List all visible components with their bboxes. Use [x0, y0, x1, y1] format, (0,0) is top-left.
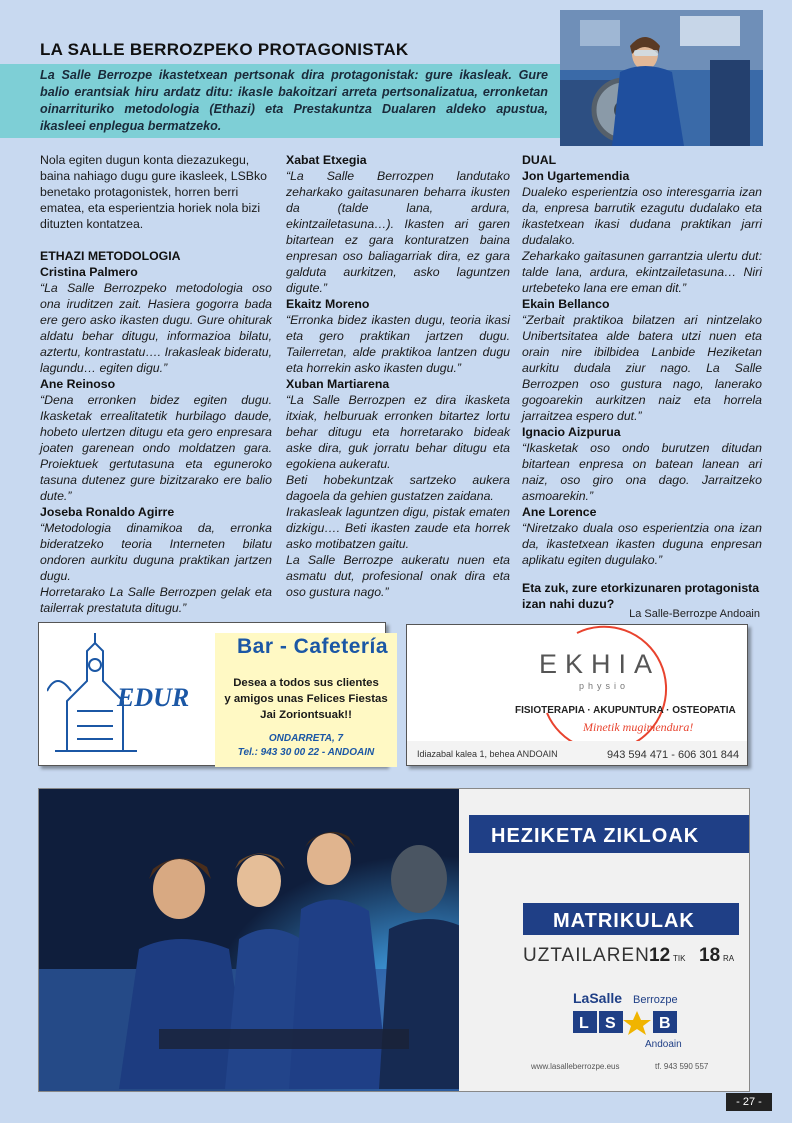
student-name: Ignacio Aizpurua [522, 425, 621, 439]
student-name: Jon Ugartemendia [522, 169, 630, 183]
date-start-suffix: TIK [673, 954, 686, 963]
student-quote: “Dena erronken bidez egiten dugu. Ikasketak errealitatetik hurbilago daude, hobeto ulertzen ditugu eta gero enpresara joaten garenean ondo moldatzen gara. Proiektuek gertutasuna eta eguneroko tasuna dutenez gure bizitzarako ere balio dute.” [40, 393, 272, 503]
section-heading: DUAL [522, 153, 557, 167]
logo-letter-s: S [605, 1015, 616, 1032]
student-quote: “La Salle Berrozpen ez dira ikasketa itxiak, helburuak erronken bitartez lortu behar ditugu eta horretarako bideak aske dira, guk jorratu behar ditugu eta egokiena aukeratu. [286, 393, 510, 471]
student-name: Xabat Etxegia [286, 153, 367, 167]
student-name: Ane Lorence [522, 505, 597, 519]
lsb-ad-panel [459, 789, 749, 1091]
student-photo [560, 10, 763, 146]
ekhia-logo: EKHIA [539, 649, 661, 679]
bar-line-1: Desea a todos sus clientes [233, 677, 379, 689]
student-name: Ane Reinoso [40, 377, 116, 391]
date-start: 12 [649, 945, 671, 966]
student-quote: Horretarako La Salle Berrozpen gelak eta tailerrak prestatuta ditugu.” [40, 585, 272, 615]
section-heading: ETHAZI METODOLOGIA [40, 249, 181, 263]
date-end-suffix: RA [723, 954, 735, 963]
article-title: LA SALLE BERROZPEKO PROTAGONISTAK [40, 40, 409, 59]
article-signature: La Salle-Berrozpe Andoain [629, 608, 760, 620]
bar-line-2: y amigos unas Felices Fiestas [224, 693, 388, 705]
dates-prefix: UZTAILAREN [523, 945, 650, 966]
student-quote: Zeharkako gaitasunen garrantzia ulertu dut: talde lana, ardura, ekintzailetasuna… Niri urtebeteko lana ere eman dit.” [522, 249, 762, 295]
lsb-ad-graphics [459, 789, 749, 1091]
banner-matrikulak: MATRIKULAK [553, 910, 695, 932]
bar-line-3: Jai Zoriontsuak!! [260, 709, 352, 721]
ekhia-address: Idiazabal kalea 1, behea ANDOAIN [417, 749, 558, 759]
logo-letter-b: B [659, 1015, 671, 1032]
ekhia-slogan: Minetik mugimendura! [583, 720, 694, 734]
student-quote: “Metodologia dinamikoa da, erronka bideratzeko teoria Interneten bilatu ondoren aurkitu duguna praktikan jartzen dugu. [40, 521, 272, 583]
student-quote: “La Salle Berrozpeko metodologia oso ona iruditzen zait. Hasiera gogorra bada ere gero asko ikasten dugu. Gure ohiturak aldatu behar ditugu, informazioa bilatu, aztertu, kontrastatu…. Irakasleak bideratu, lagundu… egiten digu.” [40, 281, 272, 375]
column-3 [522, 152, 762, 612]
edur-logo-illustration [47, 631, 212, 759]
lead-paragraph: Nola egiten dugun konta diezazukegu, baina nahiago dugu gure ikasleek, LSBko benetako protagonistek, horren berri ematea, eta esperientzia horiek nola bizi dituzten kontatzea. [40, 153, 267, 231]
student-quote: La Salle Berrozpe aukeratu nuen eta asmatu dut, profesional onak dira eta oso gustura nago.” [286, 553, 510, 599]
banner-heziketa: HEZIKETA ZIKLOAK [491, 825, 700, 847]
ekhia-ad-illustration [407, 625, 747, 765]
ekhia-services: FISIOTERAPIA · AKUPUNTURA · OSTEOPATIA [515, 705, 736, 716]
bar-cafeteria-ad [38, 622, 389, 766]
ekhia-phones: 943 594 471 - 606 301 844 [607, 749, 740, 761]
column-2 [286, 152, 510, 600]
edur-logo-text: EDUR [117, 683, 190, 712]
workshop-photo [39, 789, 469, 1091]
article-intro: La Salle Berrozpe ikastetxean pertsonak dira protagonistak: gure ikasleak. Gure balio erantsiak hiru ardatz ditu: ikasle bakoitzari arreta pertsonalizatua, erronketan oinarrituriko metodologia (Ethazi) eta Prestakuntza Dualaren aldeko apustua, ikasleei enplegua bermatzeko. [40, 68, 548, 133]
lsb-enrollment-ad [38, 788, 750, 1092]
student-quote: “Zerbait praktikoa bilatzen ari nintzelako Unibertsitatea alde batera utzi nuen eta orain nire ibilbidea Lanbide Heziketan aurkitu dudala ziur nago. La Salle Berrozpen oso gustura nago, lanerako gogoarekin aurkitzen naiz eta horrela jarraitzea espero dut.” [522, 313, 762, 423]
lsb-brand-sub: Berrozpe [633, 994, 678, 1006]
student-quote: “Niretzako duala oso esperientzia ona izan da, ikastetxean ikasten duguna enpresan aplikatu egiten dugulako.” [522, 521, 762, 567]
student-quote: Irakasleak laguntzen digu, pistak ematen dizkigu…. Beti ikasten zaude eta horrek asko motibatzen gaitu. [286, 505, 510, 551]
student-quote: “La Salle Berrozpen landutako zeharkako gaitasunaren beharra ikusten da (talde lana, ardura, ekintzailetasuna…). Ikasten ari garen bitartean ez gara konturatzen baina enpresan oso baliagarriak dira, ez gara galduta aurkitzen, asko laguntzen digute.” [286, 169, 510, 295]
student-name: Ekaitz Moreno [286, 297, 370, 311]
bar-address: ONDARRETA, 7 [268, 733, 344, 744]
ekhia-physio-ad [406, 624, 748, 766]
student-quote: Dualeko esperientzia oso interesgarria izan da, enpresa barrutik ezagutu dudalako eta ikastetxean ikasi dudana praktikan jarri dudalako. [522, 185, 762, 247]
bar-title: Bar - Cafetería [237, 635, 389, 658]
lsb-town: Andoain [645, 1039, 682, 1050]
star-icon [623, 1011, 651, 1035]
student-name: Ekain Bellanco [522, 297, 610, 311]
student-quote: “Ikasketak oso ondo burutzen ditudan bitartean enpresa on batean lanean ari naiz, oso giro ona dago. Jarraitzeko asmoarekin.” [522, 441, 762, 503]
lsb-web: www.lasalleberrozpe.eus [531, 1062, 620, 1071]
bar-phone: Tel.: 943 30 00 22 - ANDOAIN [237, 747, 375, 758]
student-name: Joseba Ronaldo Agirre [40, 505, 175, 519]
student-quote: Beti hobekuntzak sartzeko aukera dagoela da gehien gustatzen zaidana. [286, 473, 510, 503]
bar-ad-panel [215, 633, 397, 767]
date-end: 18 [699, 945, 721, 966]
lsb-phone: tf. 943 590 557 [655, 1062, 709, 1071]
student-name: Xuban Martiarena [286, 377, 390, 391]
student-photo-illustration [560, 10, 763, 146]
column-1 [40, 152, 272, 616]
page-number: - 27 - [726, 1093, 772, 1111]
logo-letter-l: L [579, 1015, 589, 1032]
closing-question: Eta zuk, zure etorkizunaren protagonista izan nahi duzu? [522, 581, 760, 611]
ekhia-subtitle: physio [579, 681, 630, 691]
student-quote: “Erronka bidez ikasten dugu, teoria ikasi eta gero praktikan jartzen dugu. Tailerretan, alde praktikoa lantzen dugu eta horrekin asko ikasten dugu.” [286, 313, 510, 375]
student-name: Cristina Palmero [40, 265, 138, 279]
lsb-brand: LaSalle [573, 990, 623, 1006]
